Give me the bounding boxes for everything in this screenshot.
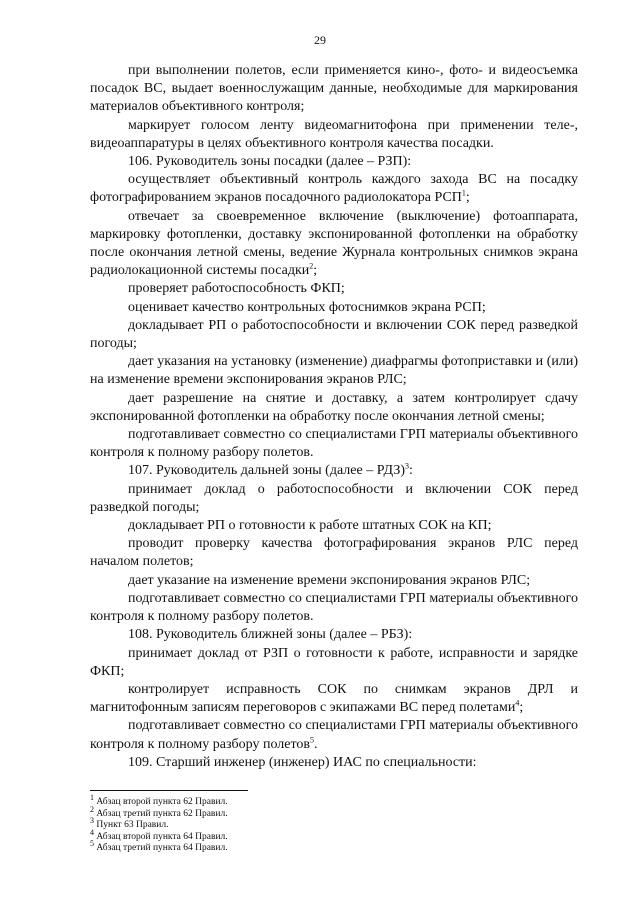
document-body (90, 62, 578, 772)
paragraph-20: контролирует исправность СОК по снимкам экранов ДРЛ и магнитофонным записям переговоров с экипажами ВС перед полетами$^4$; (90, 681, 578, 716)
section-107-heading: 107. Руководитель дальней зоны (далее – РДЗ)$^3$: (128, 461, 413, 479)
paragraph-16: дает указание на изменение времени экспонирования экранов РЛС; (128, 572, 531, 588)
footnote-2: $^2$ Абзац третий пункта 62 Правил. (90, 804, 228, 819)
footnote-1: $^1$ Абзац второй пункта 62 Правил. (90, 792, 228, 807)
footnote-ref-1: 1 (461, 188, 466, 198)
section-108-heading: 108. Руководитель ближней зоны (далее – РБЗ): (128, 627, 413, 643)
paragraph-13: принимает доклад о работоспособности и включении СОК перед разведкой погоды; (90, 481, 578, 515)
paragraph-1: при выполнении полетов, если применяется кино-, фото- и видеосъемка посадок ВС, выдает военнослужащим данные, необходимые для маркирования материалов объективного контроля; (90, 63, 578, 115)
footnote-ref-4: 4 (515, 698, 520, 708)
paragraph-14: докладывает РП о готовности к работе штатных СОК на КП; (128, 518, 492, 534)
footnote-ref-5: 5 (310, 734, 315, 744)
paragraph-17: подготавливает совместно со специалистами ГРП материалы объективного контроля к полному разбору полетов. (90, 590, 578, 625)
page-number: 29 (314, 33, 326, 47)
paragraph-4: осуществляет объективный контроль каждого захода ВС на посадку фотографированием экранов посадочного радиолокатора РСП$^1$; (90, 172, 578, 206)
footnotes (90, 792, 390, 855)
paragraph-10: дает разрешение на снятие и доставку, а затем контролирует сдачу экспонированной фотопленки на обработку после окончания летной смены; (90, 390, 578, 424)
paragraph-5: отвечает за своевременное включение (выключение) фотоаппарата, маркировку фотопленки, доставку экспонированной фотопленки на обработку после окончания летной смены, ведение Журнала контрольных снимков экрана радиолокационной системы посадки$^2$; (90, 208, 578, 279)
paragraph-21: подготавливает совместно со специалистами ГРП материалы объективного контроля к полному разбору полетов$^5$. (90, 718, 578, 752)
footnote-ref-3: 3 (405, 461, 410, 471)
section-109-heading: 109. Старший инженер (инженер) ИАС по специальности: (128, 754, 477, 770)
footnote-separator (90, 790, 248, 791)
paragraph-19: принимает доклад от РЗП о готовности к работе, исправности и зарядке ФКП; (90, 645, 578, 679)
paragraph-9: дает указания на установку (изменение) диафрагмы фотоприставки и (или) на изменение времени экспонирования экранов РЛС; (90, 354, 578, 388)
section-106-heading: 106. Руководитель зоны посадки (далее – РЗП): (128, 154, 412, 170)
paragraph-8: докладывает РП о работоспособности и включении СОК перед разведкой погоды; (90, 317, 578, 352)
paragraph-7: оценивает качество контрольных фотоснимков экрана РСП; (128, 299, 486, 315)
paragraph-2: маркирует голосом ленту видеомагнитофона при применении теле-, видеоаппаратуры в целях объективного контроля качества посадки. (90, 117, 578, 151)
footnote-5: $^5$ Абзац третий пункта 64 Правил. (90, 839, 228, 854)
footnote-ref-2: 2 (309, 261, 314, 271)
paragraph-11: подготавливает совместно со специалистами ГРП материалы объективного контроля к полному разбору полетов. (90, 427, 578, 461)
paragraph-15: проводит проверку качества фотографирования экранов РЛС перед началом полетов; (90, 536, 578, 570)
footnote-4: $^4$ Абзац второй пункта 64 Правил. (90, 827, 228, 842)
paragraph-6: проверяет работоспособность ФКП; (128, 281, 345, 297)
footnote-3: $^3$ Пункт 63 Правил. (90, 816, 169, 831)
